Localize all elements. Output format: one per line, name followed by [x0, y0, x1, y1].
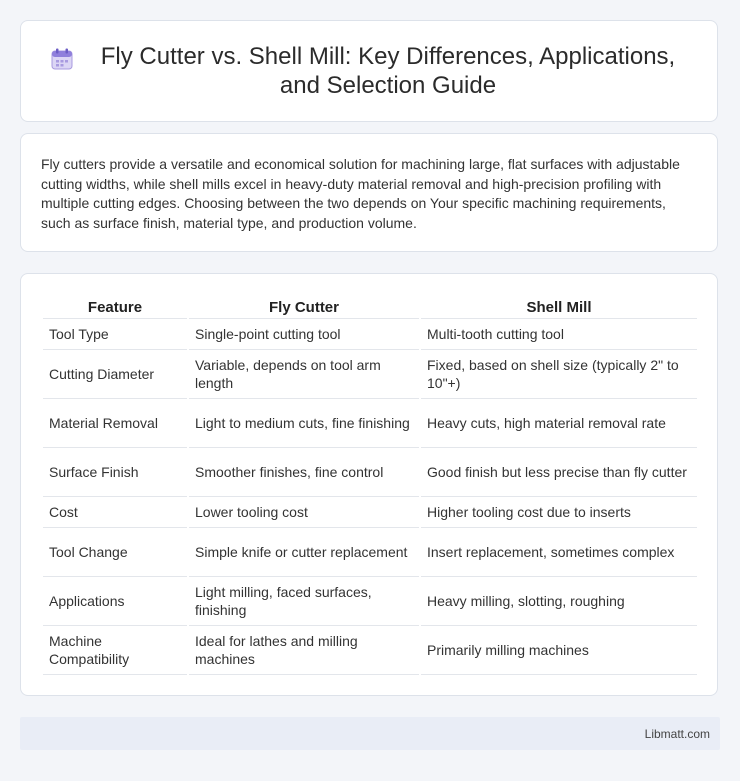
footer-site-link[interactable]: Libmatt.com [644, 726, 710, 741]
table-row [43, 528, 697, 577]
header-fly-cutter: Fly Cutter [189, 296, 419, 319]
table-row [43, 319, 697, 350]
shell-mill-cell: Insert replacement, sometimes complex [421, 528, 697, 577]
shell-mill-cell: Fixed, based on shell size (typically 2" to 10"+) [421, 350, 697, 399]
shell-mill-cell: Heavy cuts, high material removal rate [421, 399, 697, 448]
table-row [43, 626, 697, 675]
shell-mill-cell: Multi-tooth cutting tool [421, 319, 697, 350]
table-row [43, 497, 697, 528]
header-feature: Feature [43, 296, 187, 319]
table-row [43, 448, 697, 497]
feature-cell: Applications [43, 577, 187, 626]
shell-mill-cell: Primarily milling machines [421, 626, 697, 675]
header-shell-mill: Shell Mill [421, 296, 697, 319]
feature-cell: Tool Type [43, 319, 187, 350]
comparison-table [41, 296, 699, 675]
intro-text: Fly cutters provide a versatile and economical solution for machining large, flat surfaces with adjustable cutting widths, while shell mills excel in heavy-duty material removal and high-precision profiling with multiple cutting edges. Choosing between the two depends on Your specific machining requirements, such as surface finish, material type, and production volume. [41, 156, 680, 231]
intro-card [20, 133, 718, 252]
page-title: Fly Cutter vs. Shell Mill: Key Differences, Applications, and Selection Guide [100, 43, 676, 99]
title-wrap [49, 42, 689, 100]
fly-cutter-cell: Lower tooling cost [189, 497, 419, 528]
fly-cutter-cell: Smoother finishes, fine control [189, 448, 419, 497]
shell-mill-cell: Good finish but less precise than fly cutter [421, 448, 697, 497]
table-row [43, 350, 697, 399]
fly-cutter-cell: Light to medium cuts, fine finishing [189, 399, 419, 448]
fly-cutter-cell: Light milling, faced surfaces, finishing [189, 577, 419, 626]
table-row [43, 577, 697, 626]
calendar-icon [49, 46, 75, 72]
feature-cell: Surface Finish [43, 448, 187, 497]
comparison-card [20, 273, 718, 696]
shell-mill-cell: Higher tooling cost due to inserts [421, 497, 697, 528]
feature-cell: Cutting Diameter [43, 350, 187, 399]
footer [20, 717, 720, 750]
fly-cutter-cell: Variable, depends on tool arm length [189, 350, 419, 399]
shell-mill-cell: Heavy milling, slotting, roughing [421, 577, 697, 626]
fly-cutter-cell: Single-point cutting tool [189, 319, 419, 350]
fly-cutter-cell: Simple knife or cutter replacement [189, 528, 419, 577]
feature-cell: Tool Change [43, 528, 187, 577]
fly-cutter-cell: Ideal for lathes and milling machines [189, 626, 419, 675]
feature-cell: Machine Compatibility [43, 626, 187, 675]
table-row [43, 399, 697, 448]
feature-cell: Material Removal [43, 399, 187, 448]
table-header-row [43, 296, 697, 319]
feature-cell: Cost [43, 497, 187, 528]
title-card [20, 20, 718, 122]
